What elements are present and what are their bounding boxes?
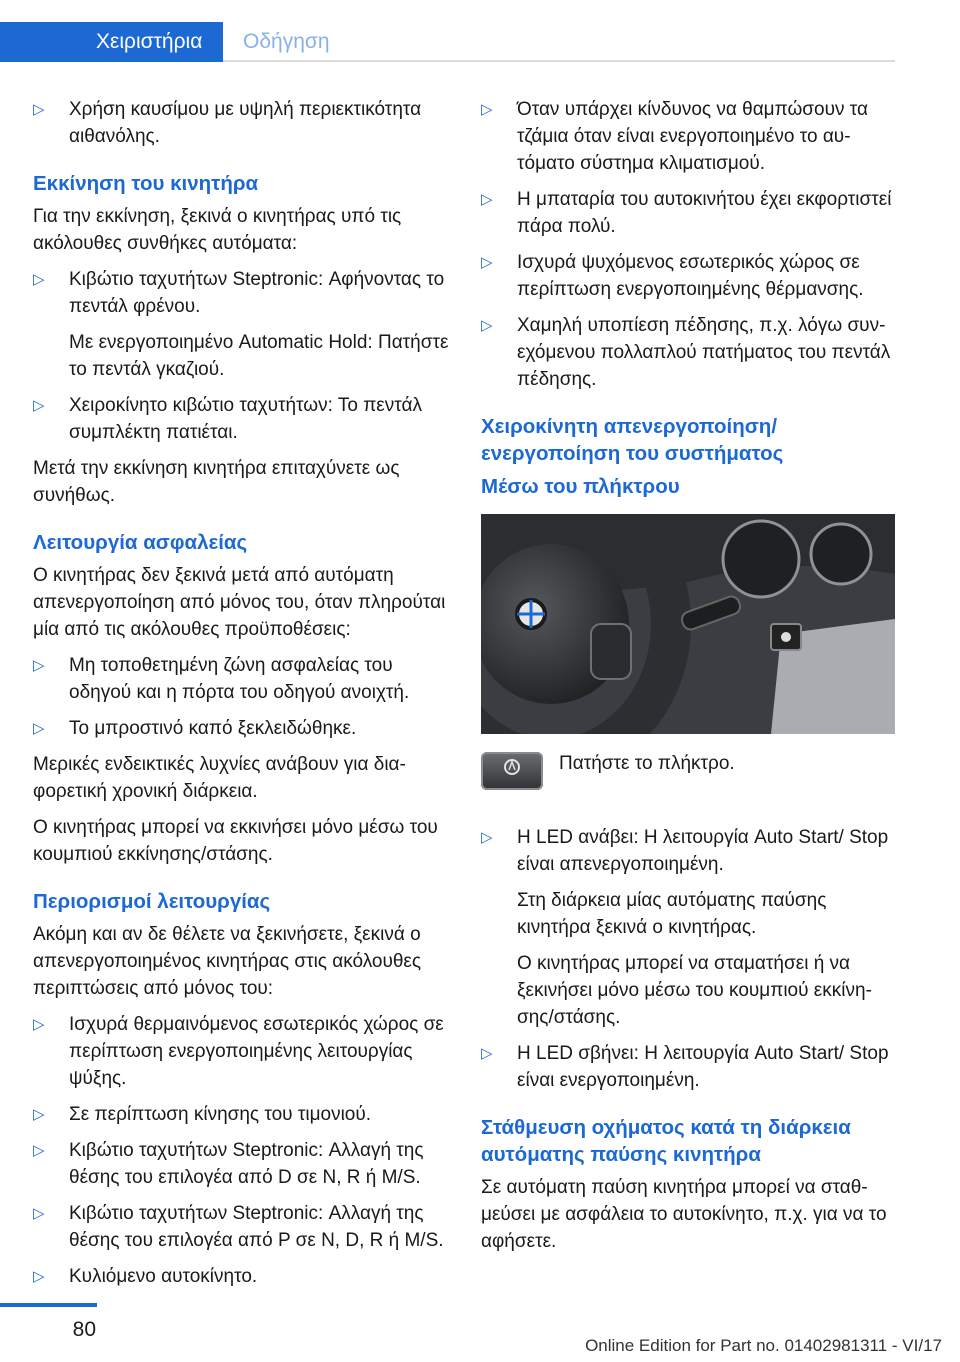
paragraph: Ο κινητήρας μπορεί να εκκινήσει μόνο μέσω του κουμπιού εκκίνησης/στάσης. <box>33 817 438 865</box>
steering-wheel-illustration <box>481 514 895 734</box>
chapter-tabs <box>0 0 895 62</box>
list-item: ▷ Κιβώτιο ταχυτήτων Steptronic: Αλλαγή της θέσης του επιλογέα από P σε N, D, R ή M/S. <box>33 1200 457 1254</box>
tab-driving[interactable]: Οδήγηση <box>243 30 330 53</box>
start-stop-button-row <box>481 750 897 824</box>
auto-start-stop-button-icon[interactable] <box>481 752 543 790</box>
list-item: ▷ Χαμηλή υποπίεση πέδησης, π.χ. λόγω συνεχόμενου πολλαπλού πατήματος του πεντάλ πέδησης. <box>481 312 897 393</box>
list-item: ▷ Το μπροστινό καπό ξεκλειδώθηκε. <box>33 715 457 742</box>
left-column <box>33 96 457 1299</box>
list-item: ▷ Η LED σβήνει: Η λειτουργία Auto Start/ Stop είναι ενεργοποιημένη. <box>481 1040 897 1094</box>
list-item: ▷ Ισχυρά ψυχόμενος εσωτερικός χώρος σε περίπτωση ενεργοποιημένης θέρμανσης. <box>481 249 897 303</box>
list-item: ▷ Η μπαταρία του αυτοκινήτου έχει εκφορτιστεί πάρα πολύ. <box>481 186 897 240</box>
list-item: ▷ Μη τοποθετημένη ζώνη ασφαλείας του οδηγού και η πόρτα του οδηγού ανοιχτή. <box>33 652 457 706</box>
paragraph: Μερικές ενδεικτικές λυχνίες ανάβουν για διαφορετική χρονική διάρκεια. <box>33 754 406 802</box>
heading-limitations: Περιορισμοί λειτουργίας <box>33 890 271 913</box>
list-item-note: Ο κινητήρας μπορεί να σταματήσει ή να ξεκινήσει μόνο μέσω του κουμπιού εκκίνησης/στάσης. <box>517 953 872 1028</box>
list-item: ▷ Η LED ανάβει: Η λειτουργία Auto Start/ Stop είναι απενεργοποιημένη. <box>481 824 897 878</box>
heading-parking: Στάθμευση οχήματος κατά τη διάρκεια αυτόματης παύσης κινητήρα <box>481 1116 851 1166</box>
list-item: ▷ Κιβώτιο ταχυτήτων Steptronic: Αφήνοντας το πεντάλ φρένου. <box>33 266 457 320</box>
footer-accent-line <box>0 1303 97 1307</box>
list-item: ▷ Κιβώτιο ταχυτήτων Steptronic: Αλλαγή της θέσης του επιλογέα από D σε N, R ή M/S. <box>33 1137 457 1191</box>
heading-engine-start: Εκκίνηση του κινητήρα <box>33 172 259 195</box>
right-column <box>481 96 897 1264</box>
paragraph: Ο κινητήρας δεν ξεκινά μετά από αυτόματη απενεργοποίηση από μόνος του, όταν πληρούται μία από τις ακόλουθες προϋποθέσεις: <box>33 565 446 640</box>
paragraph: Μετά την εκκίνηση κινητήρα επιταχύνετε ως συνήθως. <box>33 458 400 506</box>
list-item: ▷ Κυλιόμενο αυτοκίνητο. <box>33 1263 457 1290</box>
paragraph: Για την εκκίνηση, ξεκινά ο κινητήρας υπό τις ακόλουθες συνθήκες αυτόματα: <box>33 206 402 254</box>
tab-controls[interactable]: Χειριστήρια <box>0 22 223 62</box>
list-item-note: Με ενεργοποιημένο Automatic Hold: Πατήστε το πεντάλ γκαζιού. <box>69 332 449 380</box>
list-item: ▷ Χειροκίνητο κιβώτιο ταχυτήτων: Το πεντάλ συμπλέκτη πατιέται. <box>33 392 457 446</box>
paragraph: Ακόμη και αν δε θέλετε να ξεκινήσετε, ξεκινά ο απενεργοποιημένος κινητήρας στις ακόλουθες περιπτώσεις από μόνος του: <box>33 924 422 999</box>
heading-manual-toggle: Χειροκίνητη απενεργοποίηση/ ενεργοποίηση του συστήματος <box>481 415 784 465</box>
list-item: ▷ Όταν υπάρχει κίνδυνος να θαμπώσουν τα τζάμια όταν είναι ενεργοποιημένο το αυτόματο σύστημα κλιματισμού. <box>481 96 897 177</box>
list-item-note: Στη διάρκεια μίας αυτόματης παύσης κινητήρα ξεκινά ο κινητήρας. <box>517 890 827 938</box>
subheading-via-button: Μέσω του πλήκτρου <box>481 475 680 498</box>
heading-safety-function: Λειτουργία ασφαλείας <box>33 531 248 554</box>
dashboard-photo <box>481 514 895 734</box>
edition-footer: Online Edition for Part no. 01402981311 - VI/17 <box>585 1336 942 1355</box>
list-item: ▷ Ισχυρά θερμαινόμενος εσωτερικός χώρος σε περίπτωση ενεργοποιημένης λειτουργίας ψύξης. <box>33 1011 457 1092</box>
list-item: ▷ Σε περίπτωση κίνησης του τιμονιού. <box>33 1101 457 1128</box>
page-number: 80 <box>72 1318 96 1341</box>
press-instruction: Πατήστε το πλήκτρο. <box>559 753 735 774</box>
paragraph: Σε αυτόματη παύση κινητήρα μπορεί να σταθμεύσει με ασφάλεια το αυτοκίνητο, π.χ. για να το αφήσετε. <box>481 1177 887 1252</box>
list-item: ▷ Χρήση καυσίμου με υψηλή περιεκτικότητα αιθανόλης. <box>33 96 457 150</box>
